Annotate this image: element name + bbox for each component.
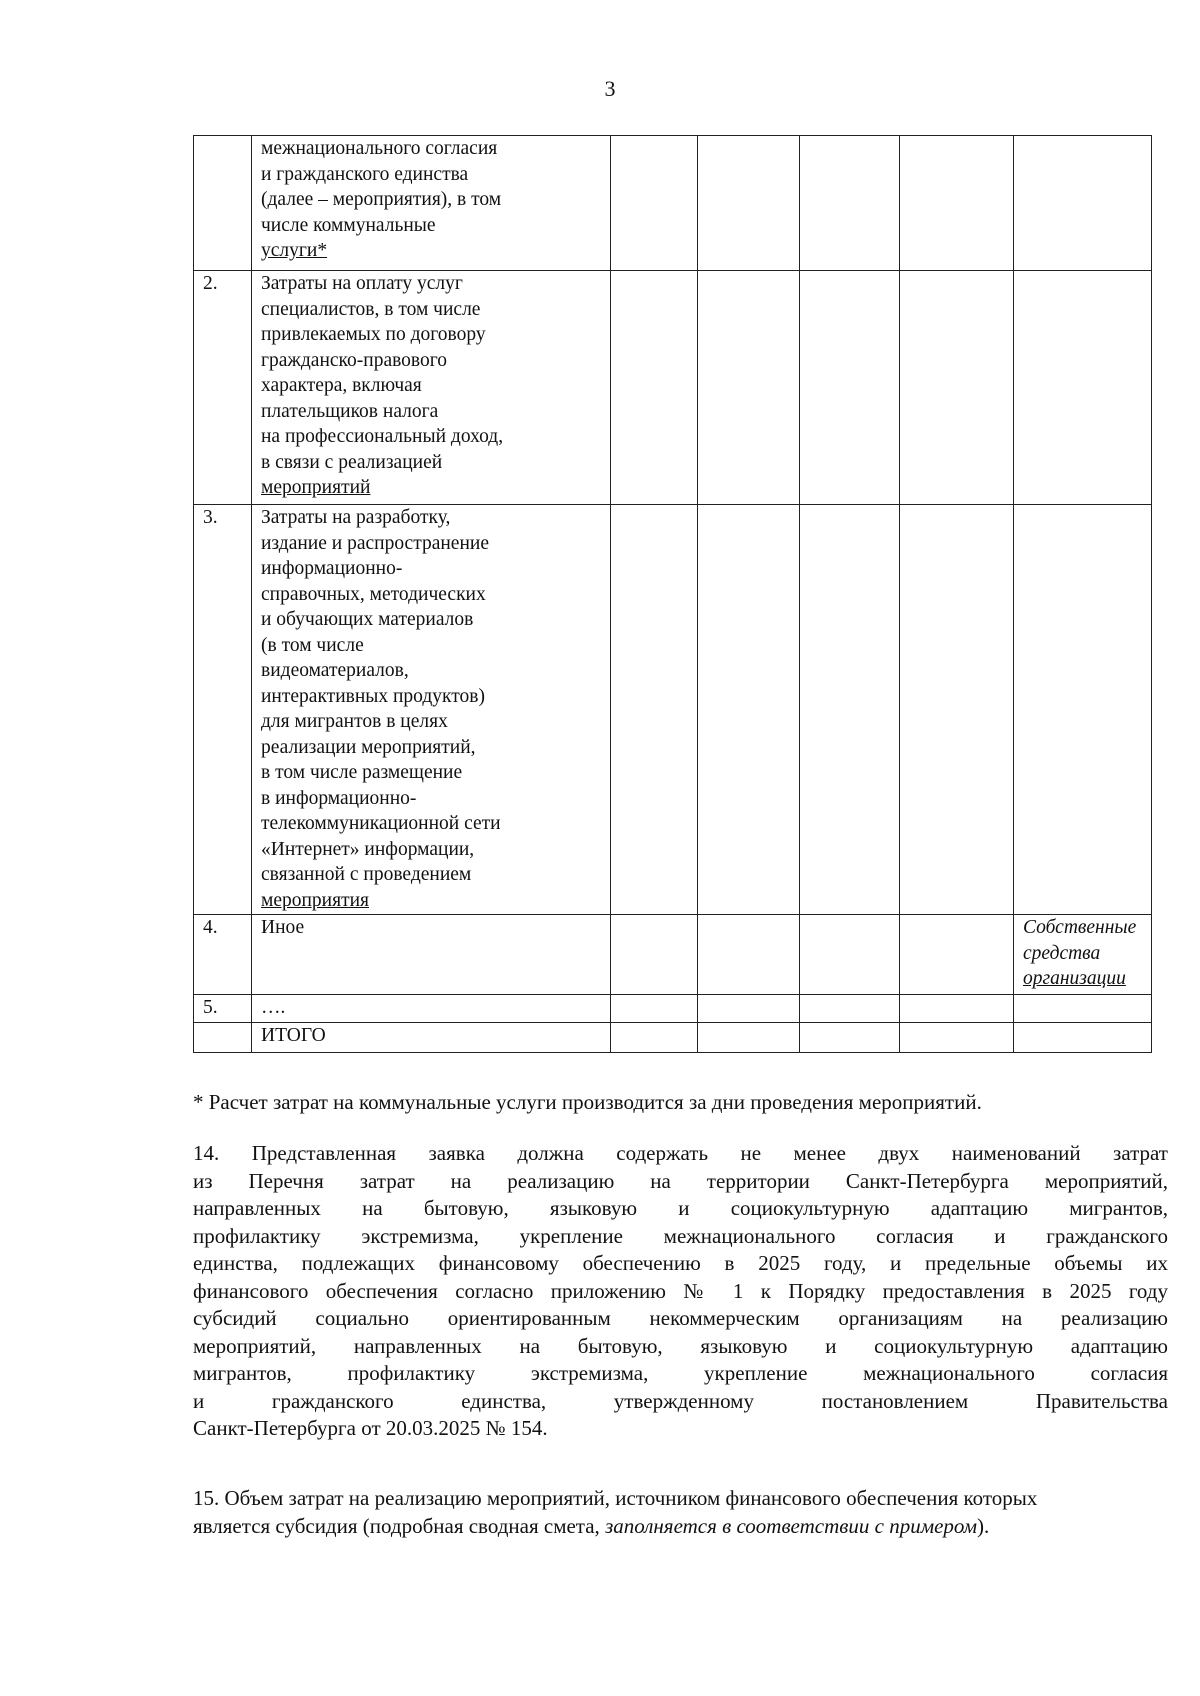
paragraph-14-line: Санкт-Петербурга от 20.03.2025 № 154. [193,1416,548,1440]
paragraph-15-line-1: 15. Объем затрат на реализацию мероприятий, источником финансового обеспечения которых [193,1486,1038,1510]
paragraph-14-line: единства, подлежащих финансовому обеспечению в 2025 году, и предельные объемы их [193,1251,1168,1275]
value-cell [800,505,900,915]
value-cell [698,915,800,995]
cost-table [193,135,1152,1053]
paragraph-14 [193,1140,1168,1443]
value-cell [900,995,1014,1023]
cost-item-line: (далее – мероприятия), в том [261,189,502,210]
cost-item-line: издание и распространение [261,532,489,554]
value-cell [698,505,800,915]
cost-item-line: на профессиональный доход, [261,426,504,447]
funding-source-cell [1014,995,1152,1023]
table-row [194,995,1152,1023]
value-cell [900,505,1014,915]
table-row [194,1023,1152,1053]
value-cell [698,995,800,1023]
value-cell [900,1023,1014,1053]
cost-item-line: ИТОГО [261,1025,326,1046]
cost-item-name [252,271,611,505]
cost-item-line: специалистов, в том числе [261,298,481,320]
cost-item-line: привлекаемых по договору [261,324,486,345]
cost-item-line: Иное [261,917,305,938]
paragraph-14-line: из Перечня затрат на реализацию на территории Санкт-Петербурга мероприятий, [193,1168,1168,1193]
value-cell [800,271,900,505]
cost-item-line: телекоммуникационной сети [261,813,501,834]
value-cell [900,915,1014,995]
funding-source-cell [1014,915,1152,995]
funding-source-cell [1014,505,1152,915]
row-number: 4. [194,915,252,995]
cost-item-line: гражданско-правового [261,349,448,371]
value-cell [900,271,1014,505]
value-cell [800,915,900,995]
value-cell [800,1023,900,1053]
value-cell [611,1023,698,1053]
table-row [194,136,1152,271]
value-cell [611,271,698,505]
value-cell [611,136,698,271]
paragraph-15-end: ). [977,1513,990,1538]
funding-source-cell [1014,271,1152,505]
paragraph-15 [193,1485,1168,1540]
cost-item-line: в информационно- [261,787,417,809]
paragraph-14-line: и гражданского единства, утвержденному постановлением Правительства [193,1388,1168,1413]
footnote: * Расчет затрат на коммунальные услуги производится за дни проведения мероприятий. [193,1090,982,1114]
cost-item-line: видеоматериалов, [261,660,409,681]
paragraph-14-line: 14. Представленная заявка должна содержать не менее двух наименований затрат [193,1141,1168,1165]
funding-source-cell [1014,136,1152,271]
cost-item-line: и гражданского единства [261,163,469,185]
value-cell [800,136,900,271]
funding-source-line: Собственные [1023,917,1137,938]
cost-item-line: связанной с проведением [261,864,472,885]
funding-source-cell [1014,1023,1152,1053]
value-cell [611,505,698,915]
cost-item-line: …. [261,997,286,1018]
cost-item-line: плательщиков налога [261,400,439,422]
cost-item-line: «Интернет» информации, [261,838,475,860]
page-number: 3 [604,76,616,101]
row-number: 5. [194,995,252,1023]
row-number [194,136,252,271]
cost-item-line: числе коммунальные [261,214,436,236]
row-number: 3. [194,505,252,915]
cost-item-name [252,995,611,1023]
cost-item-line: (в том числе [261,634,364,656]
cost-item-line: услуги* [261,240,328,261]
paragraph-15-italic-note: заполняется в соответствии с примером [605,1513,978,1538]
value-cell [900,136,1014,271]
table-row [194,505,1152,915]
cost-item-line: и обучающих материалов [261,609,474,630]
paragraph-14-line: направленных на бытовую, языковую и социокультурную адаптацию мигрантов, [193,1196,1168,1220]
paragraph-15-line-2 [193,1513,1168,1541]
paragraph-14-line: профилактику экстремизма, укрепление межнационального согласия и гражданского [193,1223,1168,1248]
paragraph-14-line: мероприятий, направленных на бытовую, языковую и социокультурную адаптацию [193,1333,1168,1358]
cost-item-line: межнационального согласия [261,138,498,159]
paragraph-14-line: субсидий социально ориентированным некоммерческим организациям на реализацию [193,1306,1168,1330]
paragraph-14-line: финансового обеспечения согласно приложению № 1 к Порядку предоставления в 2025 году [193,1278,1168,1303]
cost-item-line: информационно- [261,558,403,579]
cost-item-name [252,505,611,915]
cost-item-line: в том числе размещение [261,762,463,783]
value-cell [611,995,698,1023]
cost-item-line: Затраты на оплату услуг [261,273,463,294]
paragraph-15-text: является субсидия (подробная сводная смета, [193,1513,606,1538]
cost-item-line: в связи с реализацией [261,451,443,473]
cost-item-line: характера, включая [261,375,422,396]
row-number: 2. [194,271,252,505]
cost-item-line: мероприятия [261,889,370,911]
value-cell [698,136,800,271]
cost-item-line: Затраты на разработку, [261,507,451,528]
paragraph-14-line: мигрантов, профилактику экстремизма, укрепление межнационального согласия [193,1361,1168,1385]
table-row [194,271,1152,505]
cost-item-line: реализации мероприятий, [261,736,476,758]
cost-item-name [252,915,611,995]
cost-item-line: мероприятий [261,477,371,498]
cost-item-line: для мигрантов в целях [261,711,448,732]
funding-source-line: средства [1023,942,1101,964]
funding-source-line: организации [1023,968,1126,989]
value-cell [800,995,900,1023]
cost-item-line: интерактивных продуктов) [261,685,485,707]
value-cell [698,1023,800,1053]
value-cell [611,915,698,995]
cost-item-line: справочных, методических [261,583,486,605]
value-cell [698,271,800,505]
table-row [194,915,1152,995]
cost-item-name [252,136,611,271]
row-number [194,1023,252,1053]
cost-item-name [252,1023,611,1053]
